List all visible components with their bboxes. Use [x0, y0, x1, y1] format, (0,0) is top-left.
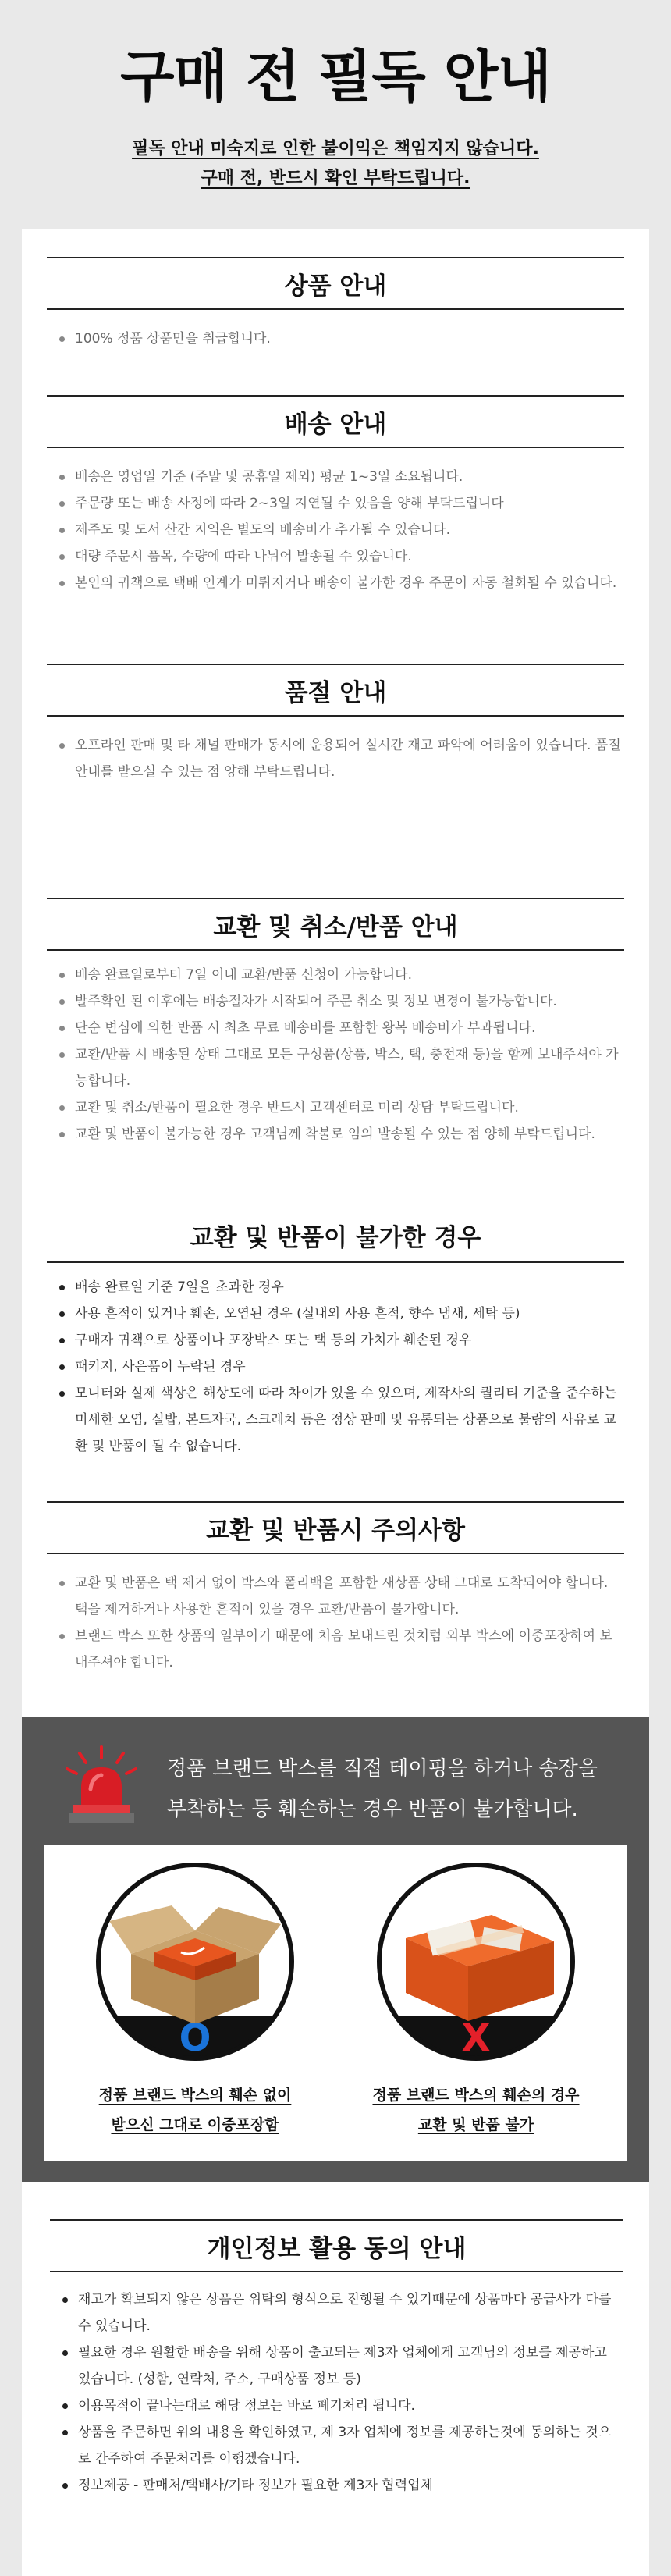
warning-panel	[22, 1717, 649, 2182]
privacy-title: 개인정보 활용 동의 안내	[207, 2234, 467, 2263]
no-label-line-1: 정품 브랜드 박스의 훼손의 경우	[372, 2087, 580, 2104]
list-item: 배송은 영업일 기준 (주말 및 공휴일 제외) 평균 1~3일 소요됩니다.	[58, 464, 624, 490]
section-header	[47, 1208, 624, 1263]
list-item: 정보제공 - 판매처/택배사/기타 정보가 필요한 제3자 협력업체	[61, 2472, 623, 2499]
privacy-section	[22, 2182, 649, 2576]
product-title: 상품 안내	[284, 272, 387, 301]
list-item: 단순 변심에 의한 반품 시 최초 무료 배송비를 포함한 왕복 배송비가 부과됩니다.	[58, 1015, 624, 1041]
list-item: 대량 주문시 품목, 수량에 따라 나뉘어 발송될 수 있습니다.	[58, 543, 624, 570]
exchange-title: 교환 및 취소/반품 안내	[213, 913, 458, 941]
privacy-list	[50, 2286, 623, 2499]
subtitle	[0, 134, 671, 194]
soldout-section	[47, 664, 624, 785]
soldout-title: 품절 안내	[284, 678, 387, 707]
list-item: 재고가 확보되지 않은 상품은 위탁의 형식으로 진행될 수 있기때문에 상품마다 공급사가 다를 수 있습니다.	[61, 2286, 623, 2339]
list-item: 교환/반품 시 배송된 상태 그대로 모든 구성품(상품, 박스, 택, 충전재 등)을 함께 보내주셔야 가능합니다.	[58, 1041, 624, 1094]
subtitle-line-1: 필독 안내 미숙지로 인한 불이익은 책임지지 않습니다.	[132, 139, 539, 158]
ok-label-line-2: 받으신 그대로 이중포장함	[111, 2116, 279, 2133]
exchange-section	[47, 898, 624, 1147]
list-item: 배송 완료일로부터 7일 이내 교환/반품 신청이 가능합니다.	[58, 962, 624, 988]
product-list	[47, 326, 624, 352]
ok-mark: O	[179, 2016, 211, 2060]
not-allowed-section	[47, 1208, 624, 1460]
list-item: 구매자 귀책으로 상품이나 포장박스 또는 택 등의 가치가 훼손된 경우	[58, 1327, 624, 1354]
list-item: 교환 및 취소/반품이 필요한 경우 반드시 고객센터로 미리 상담 부탁드립니다.	[58, 1094, 624, 1121]
exchange-list	[47, 962, 624, 1147]
shipping-list	[47, 464, 624, 596]
no-example	[343, 1860, 609, 2140]
list-item: 필요한 경우 원활한 배송을 위해 상품이 출고되는 제3자 업체에게 고객님의 정보를 제공하고 있습니다. (성함, 연락처, 주소, 구매상품 정보 등)	[61, 2339, 623, 2393]
section-header	[47, 257, 624, 310]
list-item: 모니터와 실제 색상은 해상도에 따라 차이가 있을 수 있으며, 제작사의 퀄리티 기준을 준수하는 미세한 오염, 실밥, 본드자국, 스크래치 등은 정상 판매 및 유통되는 상품으로 불량의 사유로 교환 및 반품이 될 수 없습니다.	[58, 1380, 624, 1460]
subtitle-line-2: 구매 전, 반드시 확인 부탁드립니다.	[201, 169, 470, 188]
list-item: 본인의 귀책으로 택배 인계가 미뤄지거나 배송이 불가한 경우 주문이 자동 철회될 수 있습니다.	[58, 570, 624, 596]
section-header	[50, 2219, 623, 2272]
section-header	[47, 664, 624, 717]
no-label	[343, 2080, 609, 2140]
list-item: 교환 및 반품이 불가능한 경우 고객님께 착불로 임의 발송될 수 있는 점 양해 부탁드립니다.	[58, 1121, 624, 1147]
section-header	[47, 1501, 624, 1554]
list-item: 주문량 또는 배송 사정에 따라 2~3일 지연될 수 있음을 양해 부탁드립니다	[58, 490, 624, 517]
section-header	[47, 395, 624, 448]
soldout-list	[47, 732, 624, 785]
taped-box-no-image	[375, 1860, 577, 2063]
warning-line-1: 정품 브랜드 박스를 직접 테이핑을 하거나 송장을	[167, 1757, 598, 1781]
list-item: 상품을 주문하면 위의 내용을 확인하였고, 제 3자 업체에 정보를 제공하는것에 동의하는 것으로 간주하여 주문처리를 이행겠습니다.	[61, 2419, 623, 2472]
siren-icon	[62, 1744, 140, 1830]
caution-list	[47, 1570, 624, 1676]
list-item: 브랜드 박스 또한 상품의 일부이기 때문에 처음 보내드린 것처럼 외부 박스에 이중포장하여 보내주셔야 합니다.	[58, 1623, 624, 1676]
list-item: 배송 완료일 기준 7일을 초과한 경우	[58, 1274, 624, 1300]
list-item: 패키지, 사은품이 누락된 경우	[58, 1354, 624, 1380]
info-card	[22, 229, 649, 1717]
caution-section	[47, 1501, 624, 1676]
ok-label-line-1: 정품 브랜드 박스의 훼손 없이	[98, 2087, 292, 2104]
shipping-title: 배송 안내	[284, 410, 387, 439]
list-item: 발주확인 된 이후에는 배송절차가 시작되어 주문 취소 및 정보 변경이 불가능합니다.	[58, 988, 624, 1015]
caution-title: 교환 및 반품시 주의사항	[206, 1516, 465, 1545]
page-title: 구매 전 필독 안내	[119, 44, 552, 109]
no-mark: X	[461, 2016, 491, 2060]
open-box-ok-image	[94, 1860, 296, 2063]
warning-line-2: 부착하는 등 훼손하는 경우 반품이 불가합니다.	[167, 1798, 578, 1821]
list-item: 이용목적이 끝나는대로 해당 정보는 바로 폐기처리 됩니다.	[61, 2393, 623, 2419]
section-header	[47, 898, 624, 951]
not-allowed-title: 교환 및 반품이 불가한 경우	[190, 1223, 481, 1252]
compare-box	[44, 1845, 627, 2161]
list-item: 오프라인 판매 및 타 채널 판매가 동시에 운용되어 실시간 재고 파악에 어려움이 있습니다. 품절 안내를 받으실 수 있는 점 양해 부탁드립니다.	[58, 732, 624, 785]
privacy-inner	[50, 2219, 623, 2499]
not-allowed-list	[47, 1274, 624, 1460]
shipping-section	[47, 395, 624, 596]
warning-text	[167, 1749, 620, 1830]
product-section	[47, 257, 624, 352]
list-item: 100% 정품 상품만을 취급합니다.	[58, 326, 624, 352]
header	[0, 0, 671, 226]
list-item: 사용 흔적이 있거나 훼손, 오염된 경우 (실내외 사용 흔적, 향수 냄새, 세탁 등)	[58, 1300, 624, 1327]
list-item: 교환 및 반품은 택 제거 없이 박스와 폴리백을 포함한 새상품 상태 그대로 도착되어야 합니다. 택을 제거하거나 사용한 흔적이 있을 경우 교환/반품이 불가합니다.	[58, 1570, 624, 1623]
ok-label	[62, 2080, 328, 2140]
list-item: 제주도 및 도서 산간 지역은 별도의 배송비가 추가될 수 있습니다.	[58, 517, 624, 543]
ok-example	[62, 1860, 328, 2140]
no-label-line-2: 교환 및 반품 불가	[417, 2116, 534, 2133]
